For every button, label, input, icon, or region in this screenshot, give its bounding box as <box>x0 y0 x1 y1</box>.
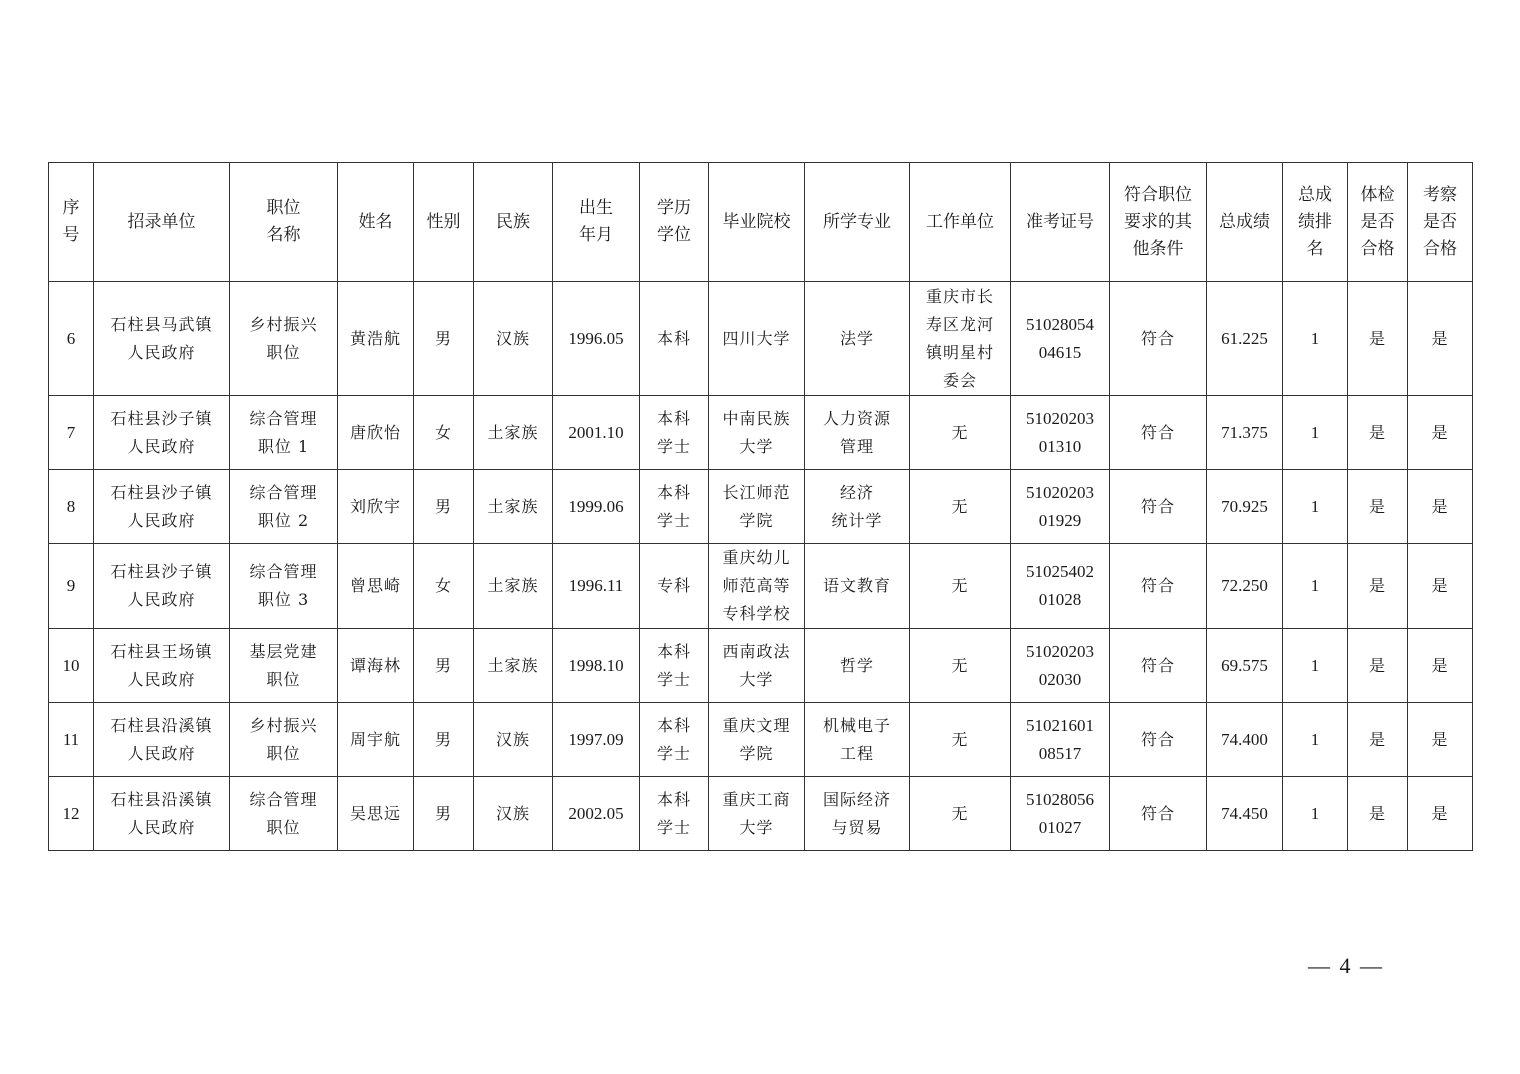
cell-total-score: 71.375 <box>1207 396 1283 470</box>
cell-work-unit: 重庆市长 寿区龙河 镇明星村 委会 <box>910 282 1011 396</box>
cell-school: 四川大学 <box>709 282 805 396</box>
cell-exam-id: 51028054 04615 <box>1011 282 1110 396</box>
cell-name: 周宇航 <box>338 703 414 777</box>
cell-score-rank: 1 <box>1283 282 1348 396</box>
cell-recruiting-unit: 石柱县沙子镇 人民政府 <box>94 544 230 629</box>
table-row <box>49 470 1473 544</box>
cell-physical-exam: 是 <box>1348 629 1408 703</box>
cell-inspection: 是 <box>1408 282 1473 396</box>
cell-inspection: 是 <box>1408 544 1473 629</box>
cell-exam-id: 51020203 01929 <box>1011 470 1110 544</box>
page-number: — 4 — <box>1308 953 1384 978</box>
cell-physical-exam: 是 <box>1348 544 1408 629</box>
header-col-recruiting-unit: 招录单位 <box>94 163 230 282</box>
cell-index: 10 <box>49 629 94 703</box>
cell-major: 法学 <box>805 282 910 396</box>
header-col-position-name: 职位 名称 <box>230 163 338 282</box>
cell-education: 专科 <box>640 544 709 629</box>
cell-physical-exam: 是 <box>1348 777 1408 851</box>
cell-name: 刘欣宇 <box>338 470 414 544</box>
cell-name: 唐欣怡 <box>338 396 414 470</box>
cell-ethnicity: 汉族 <box>474 777 553 851</box>
cell-work-unit: 无 <box>910 544 1011 629</box>
cell-birth-date: 1998.10 <box>553 629 640 703</box>
cell-index: 9 <box>49 544 94 629</box>
cell-work-unit: 无 <box>910 703 1011 777</box>
cell-exam-id: 51021601 08517 <box>1011 703 1110 777</box>
cell-major: 国际经济 与贸易 <box>805 777 910 851</box>
cell-gender: 女 <box>414 544 474 629</box>
cell-name: 吴思远 <box>338 777 414 851</box>
cell-gender: 男 <box>414 470 474 544</box>
cell-birth-date: 1996.11 <box>553 544 640 629</box>
cell-birth-date: 2002.05 <box>553 777 640 851</box>
cell-recruiting-unit: 石柱县马武镇 人民政府 <box>94 282 230 396</box>
header-col-total-score: 总成绩 <box>1207 163 1283 282</box>
cell-name: 谭海林 <box>338 629 414 703</box>
table-row <box>49 544 1473 629</box>
cell-recruiting-unit: 石柱县沙子镇 人民政府 <box>94 470 230 544</box>
header-col-score-rank: 总成 绩排 名 <box>1283 163 1348 282</box>
header-col-work-unit: 工作单位 <box>910 163 1011 282</box>
header-col-exam-id: 准考证号 <box>1011 163 1110 282</box>
cell-ethnicity: 汉族 <box>474 282 553 396</box>
cell-work-unit: 无 <box>910 629 1011 703</box>
cell-birth-date: 1996.05 <box>553 282 640 396</box>
cell-major: 经济 统计学 <box>805 470 910 544</box>
cell-other-conditions: 符合 <box>1110 703 1207 777</box>
cell-name: 黄浩航 <box>338 282 414 396</box>
cell-school: 长江师范 学院 <box>709 470 805 544</box>
cell-score-rank: 1 <box>1283 629 1348 703</box>
cell-school: 西南政法 大学 <box>709 629 805 703</box>
cell-position-name: 综合管理 职位 3 <box>230 544 338 629</box>
cell-total-score: 70.925 <box>1207 470 1283 544</box>
cell-major: 语文教育 <box>805 544 910 629</box>
cell-exam-id: 51028056 01027 <box>1011 777 1110 851</box>
cell-gender: 男 <box>414 629 474 703</box>
cell-name: 曾思崎 <box>338 544 414 629</box>
cell-index: 7 <box>49 396 94 470</box>
header-col-education: 学历 学位 <box>640 163 709 282</box>
cell-score-rank: 1 <box>1283 777 1348 851</box>
cell-position-name: 综合管理 职位 <box>230 777 338 851</box>
header-col-gender: 性别 <box>414 163 474 282</box>
cell-inspection: 是 <box>1408 470 1473 544</box>
cell-education: 本科 <box>640 282 709 396</box>
cell-index: 6 <box>49 282 94 396</box>
header-col-birth-date: 出生 年月 <box>553 163 640 282</box>
cell-position-name: 乡村振兴 职位 <box>230 282 338 396</box>
cell-recruiting-unit: 石柱县沿溪镇 人民政府 <box>94 777 230 851</box>
cell-position-name: 乡村振兴 职位 <box>230 703 338 777</box>
cell-work-unit: 无 <box>910 396 1011 470</box>
header-col-school: 毕业院校 <box>709 163 805 282</box>
cell-education: 本科 学士 <box>640 629 709 703</box>
cell-position-name: 综合管理 职位 2 <box>230 470 338 544</box>
cell-exam-id: 51020203 02030 <box>1011 629 1110 703</box>
cell-birth-date: 1999.06 <box>553 470 640 544</box>
table-row <box>49 703 1473 777</box>
cell-other-conditions: 符合 <box>1110 544 1207 629</box>
cell-recruiting-unit: 石柱县沙子镇 人民政府 <box>94 396 230 470</box>
header-col-name: 姓名 <box>338 163 414 282</box>
cell-school: 重庆工商 大学 <box>709 777 805 851</box>
cell-total-score: 74.450 <box>1207 777 1283 851</box>
cell-other-conditions: 符合 <box>1110 282 1207 396</box>
cell-score-rank: 1 <box>1283 703 1348 777</box>
cell-school: 重庆幼儿 师范高等 专科学校 <box>709 544 805 629</box>
header-col-physical-exam: 体检 是否 合格 <box>1348 163 1408 282</box>
cell-ethnicity: 土家族 <box>474 544 553 629</box>
cell-total-score: 74.400 <box>1207 703 1283 777</box>
table-row <box>49 629 1473 703</box>
cell-total-score: 72.250 <box>1207 544 1283 629</box>
cell-physical-exam: 是 <box>1348 470 1408 544</box>
cell-index: 11 <box>49 703 94 777</box>
table-row <box>49 396 1473 470</box>
cell-birth-date: 1997.09 <box>553 703 640 777</box>
cell-school: 中南民族 大学 <box>709 396 805 470</box>
cell-inspection: 是 <box>1408 396 1473 470</box>
cell-major: 机械电子 工程 <box>805 703 910 777</box>
header-col-inspection: 考察 是否 合格 <box>1408 163 1473 282</box>
table-row <box>49 282 1473 396</box>
header-col-major: 所学专业 <box>805 163 910 282</box>
cell-physical-exam: 是 <box>1348 396 1408 470</box>
cell-recruiting-unit: 石柱县沿溪镇 人民政府 <box>94 703 230 777</box>
cell-inspection: 是 <box>1408 777 1473 851</box>
table-row <box>49 777 1473 851</box>
cell-total-score: 69.575 <box>1207 629 1283 703</box>
cell-work-unit: 无 <box>910 777 1011 851</box>
cell-gender: 男 <box>414 777 474 851</box>
cell-exam-id: 51025402 01028 <box>1011 544 1110 629</box>
cell-physical-exam: 是 <box>1348 703 1408 777</box>
cell-school: 重庆文理 学院 <box>709 703 805 777</box>
cell-ethnicity: 汉族 <box>474 703 553 777</box>
cell-position-name: 综合管理 职位 1 <box>230 396 338 470</box>
cell-education: 本科 学士 <box>640 703 709 777</box>
cell-exam-id: 51020203 01310 <box>1011 396 1110 470</box>
cell-education: 本科 学士 <box>640 396 709 470</box>
header-col-ethnicity: 民族 <box>474 163 553 282</box>
cell-physical-exam: 是 <box>1348 282 1408 396</box>
cell-inspection: 是 <box>1408 703 1473 777</box>
cell-ethnicity: 土家族 <box>474 629 553 703</box>
cell-recruiting-unit: 石柱县王场镇 人民政府 <box>94 629 230 703</box>
cell-ethnicity: 土家族 <box>474 470 553 544</box>
cell-birth-date: 2001.10 <box>553 396 640 470</box>
cell-index: 12 <box>49 777 94 851</box>
cell-education: 本科 学士 <box>640 777 709 851</box>
cell-major: 哲学 <box>805 629 910 703</box>
cell-inspection: 是 <box>1408 629 1473 703</box>
header-col-index: 序 号 <box>49 163 94 282</box>
cell-work-unit: 无 <box>910 470 1011 544</box>
cell-gender: 男 <box>414 282 474 396</box>
cell-education: 本科 学士 <box>640 470 709 544</box>
table-header-row <box>49 163 1473 282</box>
cell-score-rank: 1 <box>1283 396 1348 470</box>
cell-other-conditions: 符合 <box>1110 396 1207 470</box>
cell-major: 人力资源 管理 <box>805 396 910 470</box>
cell-index: 8 <box>49 470 94 544</box>
cell-other-conditions: 符合 <box>1110 629 1207 703</box>
cell-position-name: 基层党建 职位 <box>230 629 338 703</box>
cell-total-score: 61.225 <box>1207 282 1283 396</box>
cell-gender: 男 <box>414 703 474 777</box>
cell-gender: 女 <box>414 396 474 470</box>
cell-score-rank: 1 <box>1283 470 1348 544</box>
candidate-table <box>48 162 1473 851</box>
cell-other-conditions: 符合 <box>1110 777 1207 851</box>
header-col-other-conditions: 符合职位 要求的其 他条件 <box>1110 163 1207 282</box>
cell-other-conditions: 符合 <box>1110 470 1207 544</box>
cell-ethnicity: 土家族 <box>474 396 553 470</box>
cell-score-rank: 1 <box>1283 544 1348 629</box>
